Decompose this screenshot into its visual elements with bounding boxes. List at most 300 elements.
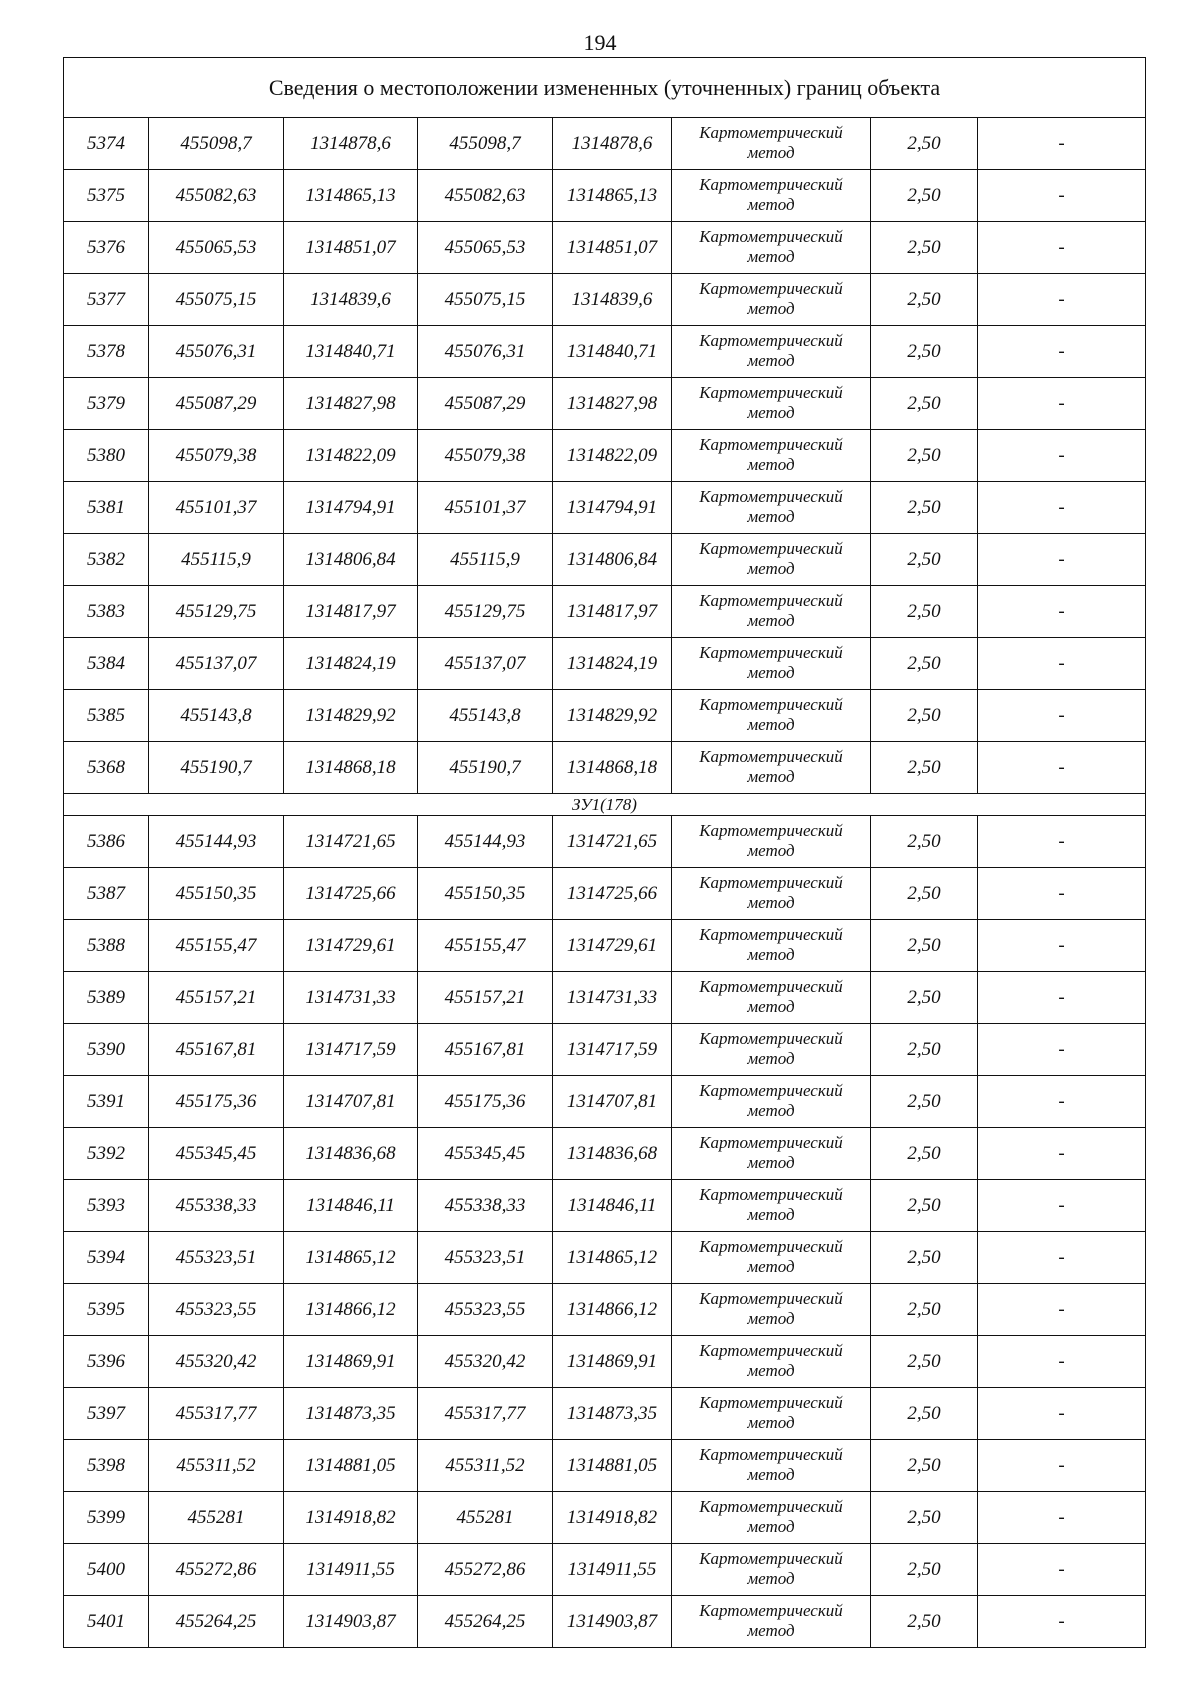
precision-cell: 2,50 (871, 1284, 978, 1336)
x-existing-cell: 455272,86 (149, 1544, 284, 1596)
point-number-cell: 5386 (64, 816, 149, 868)
table-caption: Сведения о местоположении измененных (уточненных) границ объекта (64, 58, 1146, 118)
x-refined-cell: 455150,35 (418, 868, 553, 920)
method-text: Картометрический (699, 330, 843, 350)
point-number-cell: 5392 (64, 1128, 149, 1180)
x-refined-cell: 455101,37 (418, 482, 553, 534)
y-existing-cell: 1314869,91 (284, 1336, 418, 1388)
y-refined-cell: 1314866,12 (553, 1284, 672, 1336)
y-existing-cell: 1314881,05 (284, 1440, 418, 1492)
x-existing-cell: 455155,47 (149, 920, 284, 972)
x-existing-cell: 455167,81 (149, 1024, 284, 1076)
x-refined-cell: 455082,63 (418, 170, 553, 222)
method-text: Картометрический (699, 590, 843, 610)
y-refined-cell: 1314707,81 (553, 1076, 672, 1128)
y-existing-cell: 1314806,84 (284, 534, 418, 586)
y-refined-cell: 1314836,68 (553, 1128, 672, 1180)
method-text: Картометрический (699, 174, 843, 194)
x-refined-cell: 455272,86 (418, 1544, 553, 1596)
point-number-cell: 5400 (64, 1544, 149, 1596)
coordinates-table (63, 57, 1146, 1648)
precision-cell: 2,50 (871, 378, 978, 430)
point-number-cell: 5385 (64, 690, 149, 742)
y-refined-cell: 1314731,33 (553, 972, 672, 1024)
method-text: метод (747, 402, 795, 422)
method-text: метод (747, 350, 795, 370)
y-refined-cell: 1314817,97 (553, 586, 672, 638)
method-text: Картометрический (699, 382, 843, 402)
y-refined-cell: 1314806,84 (553, 534, 672, 586)
y-existing-cell: 1314721,65 (284, 816, 418, 868)
precision-cell: 2,50 (871, 430, 978, 482)
x-refined-cell: 455323,51 (418, 1232, 553, 1284)
y-existing-cell: 1314866,12 (284, 1284, 418, 1336)
x-existing-cell: 455190,7 (149, 742, 284, 794)
point-number-cell: 5387 (64, 868, 149, 920)
y-existing-cell: 1314865,12 (284, 1232, 418, 1284)
x-refined-cell: 455281 (418, 1492, 553, 1544)
method-text: метод (747, 454, 795, 474)
method-text: метод (747, 662, 795, 682)
table-row (64, 742, 1146, 794)
precision-cell: 2,50 (871, 690, 978, 742)
method-text: метод (747, 1204, 795, 1224)
description-cell: - (978, 816, 1146, 868)
x-existing-cell: 455317,77 (149, 1388, 284, 1440)
x-existing-cell: 455144,93 (149, 816, 284, 868)
point-number-cell: 5381 (64, 482, 149, 534)
x-refined-cell: 455075,15 (418, 274, 553, 326)
method-text: метод (747, 1360, 795, 1380)
precision-cell: 2,50 (871, 1388, 978, 1440)
method-text: Картометрический (699, 226, 843, 246)
precision-cell: 2,50 (871, 1128, 978, 1180)
x-refined-cell: 455144,93 (418, 816, 553, 868)
method-cell (672, 118, 871, 170)
x-refined-cell: 455129,75 (418, 586, 553, 638)
y-existing-cell: 1314840,71 (284, 326, 418, 378)
table-caption-row (64, 58, 1146, 118)
description-cell: - (978, 1180, 1146, 1232)
y-refined-cell: 1314840,71 (553, 326, 672, 378)
method-text: Картометрический (699, 746, 843, 766)
table-row (64, 1128, 1146, 1180)
point-number-cell: 5375 (64, 170, 149, 222)
point-number-cell: 5390 (64, 1024, 149, 1076)
precision-cell: 2,50 (871, 1180, 978, 1232)
y-existing-cell: 1314717,59 (284, 1024, 418, 1076)
method-cell (672, 1388, 871, 1440)
x-refined-cell: 455338,33 (418, 1180, 553, 1232)
point-number-cell: 5395 (64, 1284, 149, 1336)
method-text: метод (747, 1516, 795, 1536)
description-cell: - (978, 222, 1146, 274)
description-cell: - (978, 920, 1146, 972)
x-refined-cell: 455065,53 (418, 222, 553, 274)
x-refined-cell: 455157,21 (418, 972, 553, 1024)
method-cell (672, 378, 871, 430)
point-number-cell: 5374 (64, 118, 149, 170)
point-number-cell: 5397 (64, 1388, 149, 1440)
x-refined-cell: 455087,29 (418, 378, 553, 430)
table-row (64, 1388, 1146, 1440)
x-refined-cell: 455323,55 (418, 1284, 553, 1336)
description-cell: - (978, 1492, 1146, 1544)
method-text: метод (747, 996, 795, 1016)
method-cell (672, 1544, 871, 1596)
point-number-cell: 5401 (64, 1596, 149, 1648)
precision-cell: 2,50 (871, 1492, 978, 1544)
method-text: метод (747, 714, 795, 734)
method-text: метод (747, 1152, 795, 1172)
method-text: Картометрический (699, 1080, 843, 1100)
method-text: метод (747, 194, 795, 214)
method-cell (672, 638, 871, 690)
method-text: Картометрический (699, 486, 843, 506)
x-existing-cell: 455345,45 (149, 1128, 284, 1180)
point-number-cell: 5380 (64, 430, 149, 482)
x-existing-cell: 455320,42 (149, 1336, 284, 1388)
method-text: метод (747, 1100, 795, 1120)
y-refined-cell: 1314794,91 (553, 482, 672, 534)
precision-cell: 2,50 (871, 1076, 978, 1128)
y-existing-cell: 1314878,6 (284, 118, 418, 170)
point-number-cell: 5368 (64, 742, 149, 794)
y-existing-cell: 1314918,82 (284, 1492, 418, 1544)
table-row (64, 1596, 1146, 1648)
y-existing-cell: 1314839,6 (284, 274, 418, 326)
description-cell: - (978, 482, 1146, 534)
y-existing-cell: 1314817,97 (284, 586, 418, 638)
point-number-cell: 5377 (64, 274, 149, 326)
point-number-cell: 5389 (64, 972, 149, 1024)
y-existing-cell: 1314827,98 (284, 378, 418, 430)
method-cell (672, 170, 871, 222)
point-number-cell: 5398 (64, 1440, 149, 1492)
point-number-cell: 5384 (64, 638, 149, 690)
y-refined-cell: 1314822,09 (553, 430, 672, 482)
method-cell (672, 1336, 871, 1388)
y-refined-cell: 1314865,13 (553, 170, 672, 222)
method-text: Картометрический (699, 820, 843, 840)
x-refined-cell: 455320,42 (418, 1336, 553, 1388)
description-cell: - (978, 170, 1146, 222)
point-number-cell: 5396 (64, 1336, 149, 1388)
y-existing-cell: 1314836,68 (284, 1128, 418, 1180)
x-refined-cell: 455190,7 (418, 742, 553, 794)
method-text: Картометрический (699, 1236, 843, 1256)
description-cell: - (978, 1544, 1146, 1596)
x-refined-cell: 455345,45 (418, 1128, 553, 1180)
y-refined-cell: 1314846,11 (553, 1180, 672, 1232)
point-number-cell: 5376 (64, 222, 149, 274)
table-row (64, 378, 1146, 430)
method-cell (672, 326, 871, 378)
y-existing-cell: 1314829,92 (284, 690, 418, 742)
method-text: метод (747, 1412, 795, 1432)
y-refined-cell: 1314729,61 (553, 920, 672, 972)
table-row (64, 1024, 1146, 1076)
table-row (64, 534, 1146, 586)
method-cell (672, 1024, 871, 1076)
method-text: Картометрический (699, 122, 843, 142)
point-number-cell: 5388 (64, 920, 149, 972)
method-cell (672, 816, 871, 868)
method-text: метод (747, 610, 795, 630)
description-cell: - (978, 1284, 1146, 1336)
y-refined-cell: 1314725,66 (553, 868, 672, 920)
description-cell: - (978, 378, 1146, 430)
x-refined-cell: 455115,9 (418, 534, 553, 586)
precision-cell: 2,50 (871, 118, 978, 170)
table-row (64, 326, 1146, 378)
x-existing-cell: 455098,7 (149, 118, 284, 170)
method-cell (672, 1180, 871, 1232)
x-refined-cell: 455155,47 (418, 920, 553, 972)
table-row (64, 1232, 1146, 1284)
table-row (64, 816, 1146, 868)
y-existing-cell: 1314822,09 (284, 430, 418, 482)
description-cell: - (978, 868, 1146, 920)
method-text: Картометрический (699, 1548, 843, 1568)
method-text: метод (747, 1568, 795, 1588)
x-existing-cell: 455150,35 (149, 868, 284, 920)
method-text: метод (747, 298, 795, 318)
point-number-cell: 5382 (64, 534, 149, 586)
method-text: Картометрический (699, 1340, 843, 1360)
method-cell (672, 972, 871, 1024)
point-number-cell: 5379 (64, 378, 149, 430)
y-existing-cell: 1314851,07 (284, 222, 418, 274)
description-cell: - (978, 1596, 1146, 1648)
description-cell: - (978, 430, 1146, 482)
precision-cell: 2,50 (871, 742, 978, 794)
y-refined-cell: 1314881,05 (553, 1440, 672, 1492)
precision-cell: 2,50 (871, 326, 978, 378)
table-row (64, 1284, 1146, 1336)
description-cell: - (978, 1388, 1146, 1440)
y-existing-cell: 1314846,11 (284, 1180, 418, 1232)
method-cell (672, 1440, 871, 1492)
table-row (64, 1076, 1146, 1128)
method-text: Картометрический (699, 1392, 843, 1412)
method-text: Картометрический (699, 538, 843, 558)
method-cell (672, 690, 871, 742)
y-refined-cell: 1314903,87 (553, 1596, 672, 1648)
x-existing-cell: 455129,75 (149, 586, 284, 638)
x-refined-cell: 455137,07 (418, 638, 553, 690)
description-cell: - (978, 274, 1146, 326)
x-existing-cell: 455082,63 (149, 170, 284, 222)
x-existing-cell: 455087,29 (149, 378, 284, 430)
description-cell: - (978, 326, 1146, 378)
table-row (64, 482, 1146, 534)
method-cell (672, 274, 871, 326)
x-existing-cell: 455143,8 (149, 690, 284, 742)
precision-cell: 2,50 (871, 1544, 978, 1596)
method-text: метод (747, 506, 795, 526)
table-row (64, 430, 1146, 482)
method-text: метод (747, 1620, 795, 1640)
y-refined-cell: 1314829,92 (553, 690, 672, 742)
method-text: Картометрический (699, 924, 843, 944)
method-text: метод (747, 1256, 795, 1276)
method-text: Картометрический (699, 1600, 843, 1620)
description-cell: - (978, 118, 1146, 170)
y-refined-cell: 1314911,55 (553, 1544, 672, 1596)
table-row (64, 972, 1146, 1024)
x-existing-cell: 455323,55 (149, 1284, 284, 1336)
y-refined-cell: 1314827,98 (553, 378, 672, 430)
x-existing-cell: 455075,15 (149, 274, 284, 326)
table-row (64, 638, 1146, 690)
y-existing-cell: 1314794,91 (284, 482, 418, 534)
description-cell: - (978, 690, 1146, 742)
description-cell: - (978, 1232, 1146, 1284)
page-number: 194 (583, 30, 617, 55)
method-text: Картометрический (699, 1132, 843, 1152)
x-existing-cell: 455264,25 (149, 1596, 284, 1648)
method-text: Картометрический (699, 434, 843, 454)
table-row (64, 1544, 1146, 1596)
method-text: Картометрический (699, 1288, 843, 1308)
x-existing-cell: 455079,38 (149, 430, 284, 482)
description-cell: - (978, 1076, 1146, 1128)
table-row (64, 1180, 1146, 1232)
x-refined-cell: 455264,25 (418, 1596, 553, 1648)
table-row (64, 1492, 1146, 1544)
method-text: Картометрический (699, 1028, 843, 1048)
precision-cell: 2,50 (871, 222, 978, 274)
method-text: метод (747, 1308, 795, 1328)
point-number-cell: 5394 (64, 1232, 149, 1284)
method-cell (672, 586, 871, 638)
table-row (64, 1440, 1146, 1492)
section-row (64, 794, 1146, 816)
y-existing-cell: 1314725,66 (284, 868, 418, 920)
method-text: метод (747, 558, 795, 578)
x-refined-cell: 455098,7 (418, 118, 553, 170)
method-cell (672, 1232, 871, 1284)
method-text: метод (747, 766, 795, 786)
description-cell: - (978, 1128, 1146, 1180)
method-cell (672, 482, 871, 534)
x-refined-cell: 455175,36 (418, 1076, 553, 1128)
precision-cell: 2,50 (871, 1336, 978, 1388)
y-refined-cell: 1314824,19 (553, 638, 672, 690)
method-text: Картометрический (699, 1444, 843, 1464)
description-cell: - (978, 638, 1146, 690)
method-cell (672, 1128, 871, 1180)
method-cell (672, 1076, 871, 1128)
x-existing-cell: 455338,33 (149, 1180, 284, 1232)
y-refined-cell: 1314878,6 (553, 118, 672, 170)
method-text: Картометрический (699, 872, 843, 892)
description-cell: - (978, 586, 1146, 638)
point-number-cell: 5393 (64, 1180, 149, 1232)
table-row (64, 222, 1146, 274)
y-existing-cell: 1314865,13 (284, 170, 418, 222)
x-existing-cell: 455101,37 (149, 482, 284, 534)
method-cell (672, 742, 871, 794)
x-existing-cell: 455157,21 (149, 972, 284, 1024)
precision-cell: 2,50 (871, 586, 978, 638)
method-text: метод (747, 246, 795, 266)
method-text: метод (747, 142, 795, 162)
precision-cell: 2,50 (871, 816, 978, 868)
method-cell (672, 1492, 871, 1544)
precision-cell: 2,50 (871, 482, 978, 534)
method-cell (672, 1284, 871, 1336)
x-existing-cell: 455323,51 (149, 1232, 284, 1284)
table-row (64, 118, 1146, 170)
table-row (64, 274, 1146, 326)
y-existing-cell: 1314903,87 (284, 1596, 418, 1648)
precision-cell: 2,50 (871, 1024, 978, 1076)
method-text: Картометрический (699, 278, 843, 298)
table-row (64, 1336, 1146, 1388)
table-row (64, 868, 1146, 920)
x-existing-cell: 455137,07 (149, 638, 284, 690)
method-text: метод (747, 944, 795, 964)
x-existing-cell: 455311,52 (149, 1440, 284, 1492)
table-row (64, 690, 1146, 742)
x-refined-cell: 455317,77 (418, 1388, 553, 1440)
x-refined-cell: 455079,38 (418, 430, 553, 482)
method-text: метод (747, 1048, 795, 1068)
y-existing-cell: 1314824,19 (284, 638, 418, 690)
x-refined-cell: 455167,81 (418, 1024, 553, 1076)
y-existing-cell: 1314729,61 (284, 920, 418, 972)
method-cell (672, 534, 871, 586)
method-cell (672, 1596, 871, 1648)
precision-cell: 2,50 (871, 920, 978, 972)
method-text: Картометрический (699, 976, 843, 996)
y-existing-cell: 1314873,35 (284, 1388, 418, 1440)
point-number-cell: 5383 (64, 586, 149, 638)
x-existing-cell: 455076,31 (149, 326, 284, 378)
method-cell (672, 920, 871, 972)
description-cell: - (978, 1440, 1146, 1492)
x-existing-cell: 455115,9 (149, 534, 284, 586)
method-text: Картометрический (699, 1496, 843, 1516)
method-cell (672, 222, 871, 274)
description-cell: - (978, 1024, 1146, 1076)
point-number-cell: 5378 (64, 326, 149, 378)
y-refined-cell: 1314865,12 (553, 1232, 672, 1284)
description-cell: - (978, 534, 1146, 586)
precision-cell: 2,50 (871, 638, 978, 690)
precision-cell: 2,50 (871, 868, 978, 920)
y-refined-cell: 1314918,82 (553, 1492, 672, 1544)
x-refined-cell: 455076,31 (418, 326, 553, 378)
y-existing-cell: 1314911,55 (284, 1544, 418, 1596)
section-label: ЗУ1(178) (64, 794, 1146, 816)
method-text: Картометрический (699, 1184, 843, 1204)
y-refined-cell: 1314869,91 (553, 1336, 672, 1388)
method-text: метод (747, 892, 795, 912)
precision-cell: 2,50 (871, 1596, 978, 1648)
x-existing-cell: 455281 (149, 1492, 284, 1544)
x-refined-cell: 455143,8 (418, 690, 553, 742)
precision-cell: 2,50 (871, 170, 978, 222)
method-cell (672, 430, 871, 482)
point-number-cell: 5399 (64, 1492, 149, 1544)
x-existing-cell: 455175,36 (149, 1076, 284, 1128)
x-refined-cell: 455311,52 (418, 1440, 553, 1492)
method-text: метод (747, 840, 795, 860)
method-text: Картометрический (699, 694, 843, 714)
